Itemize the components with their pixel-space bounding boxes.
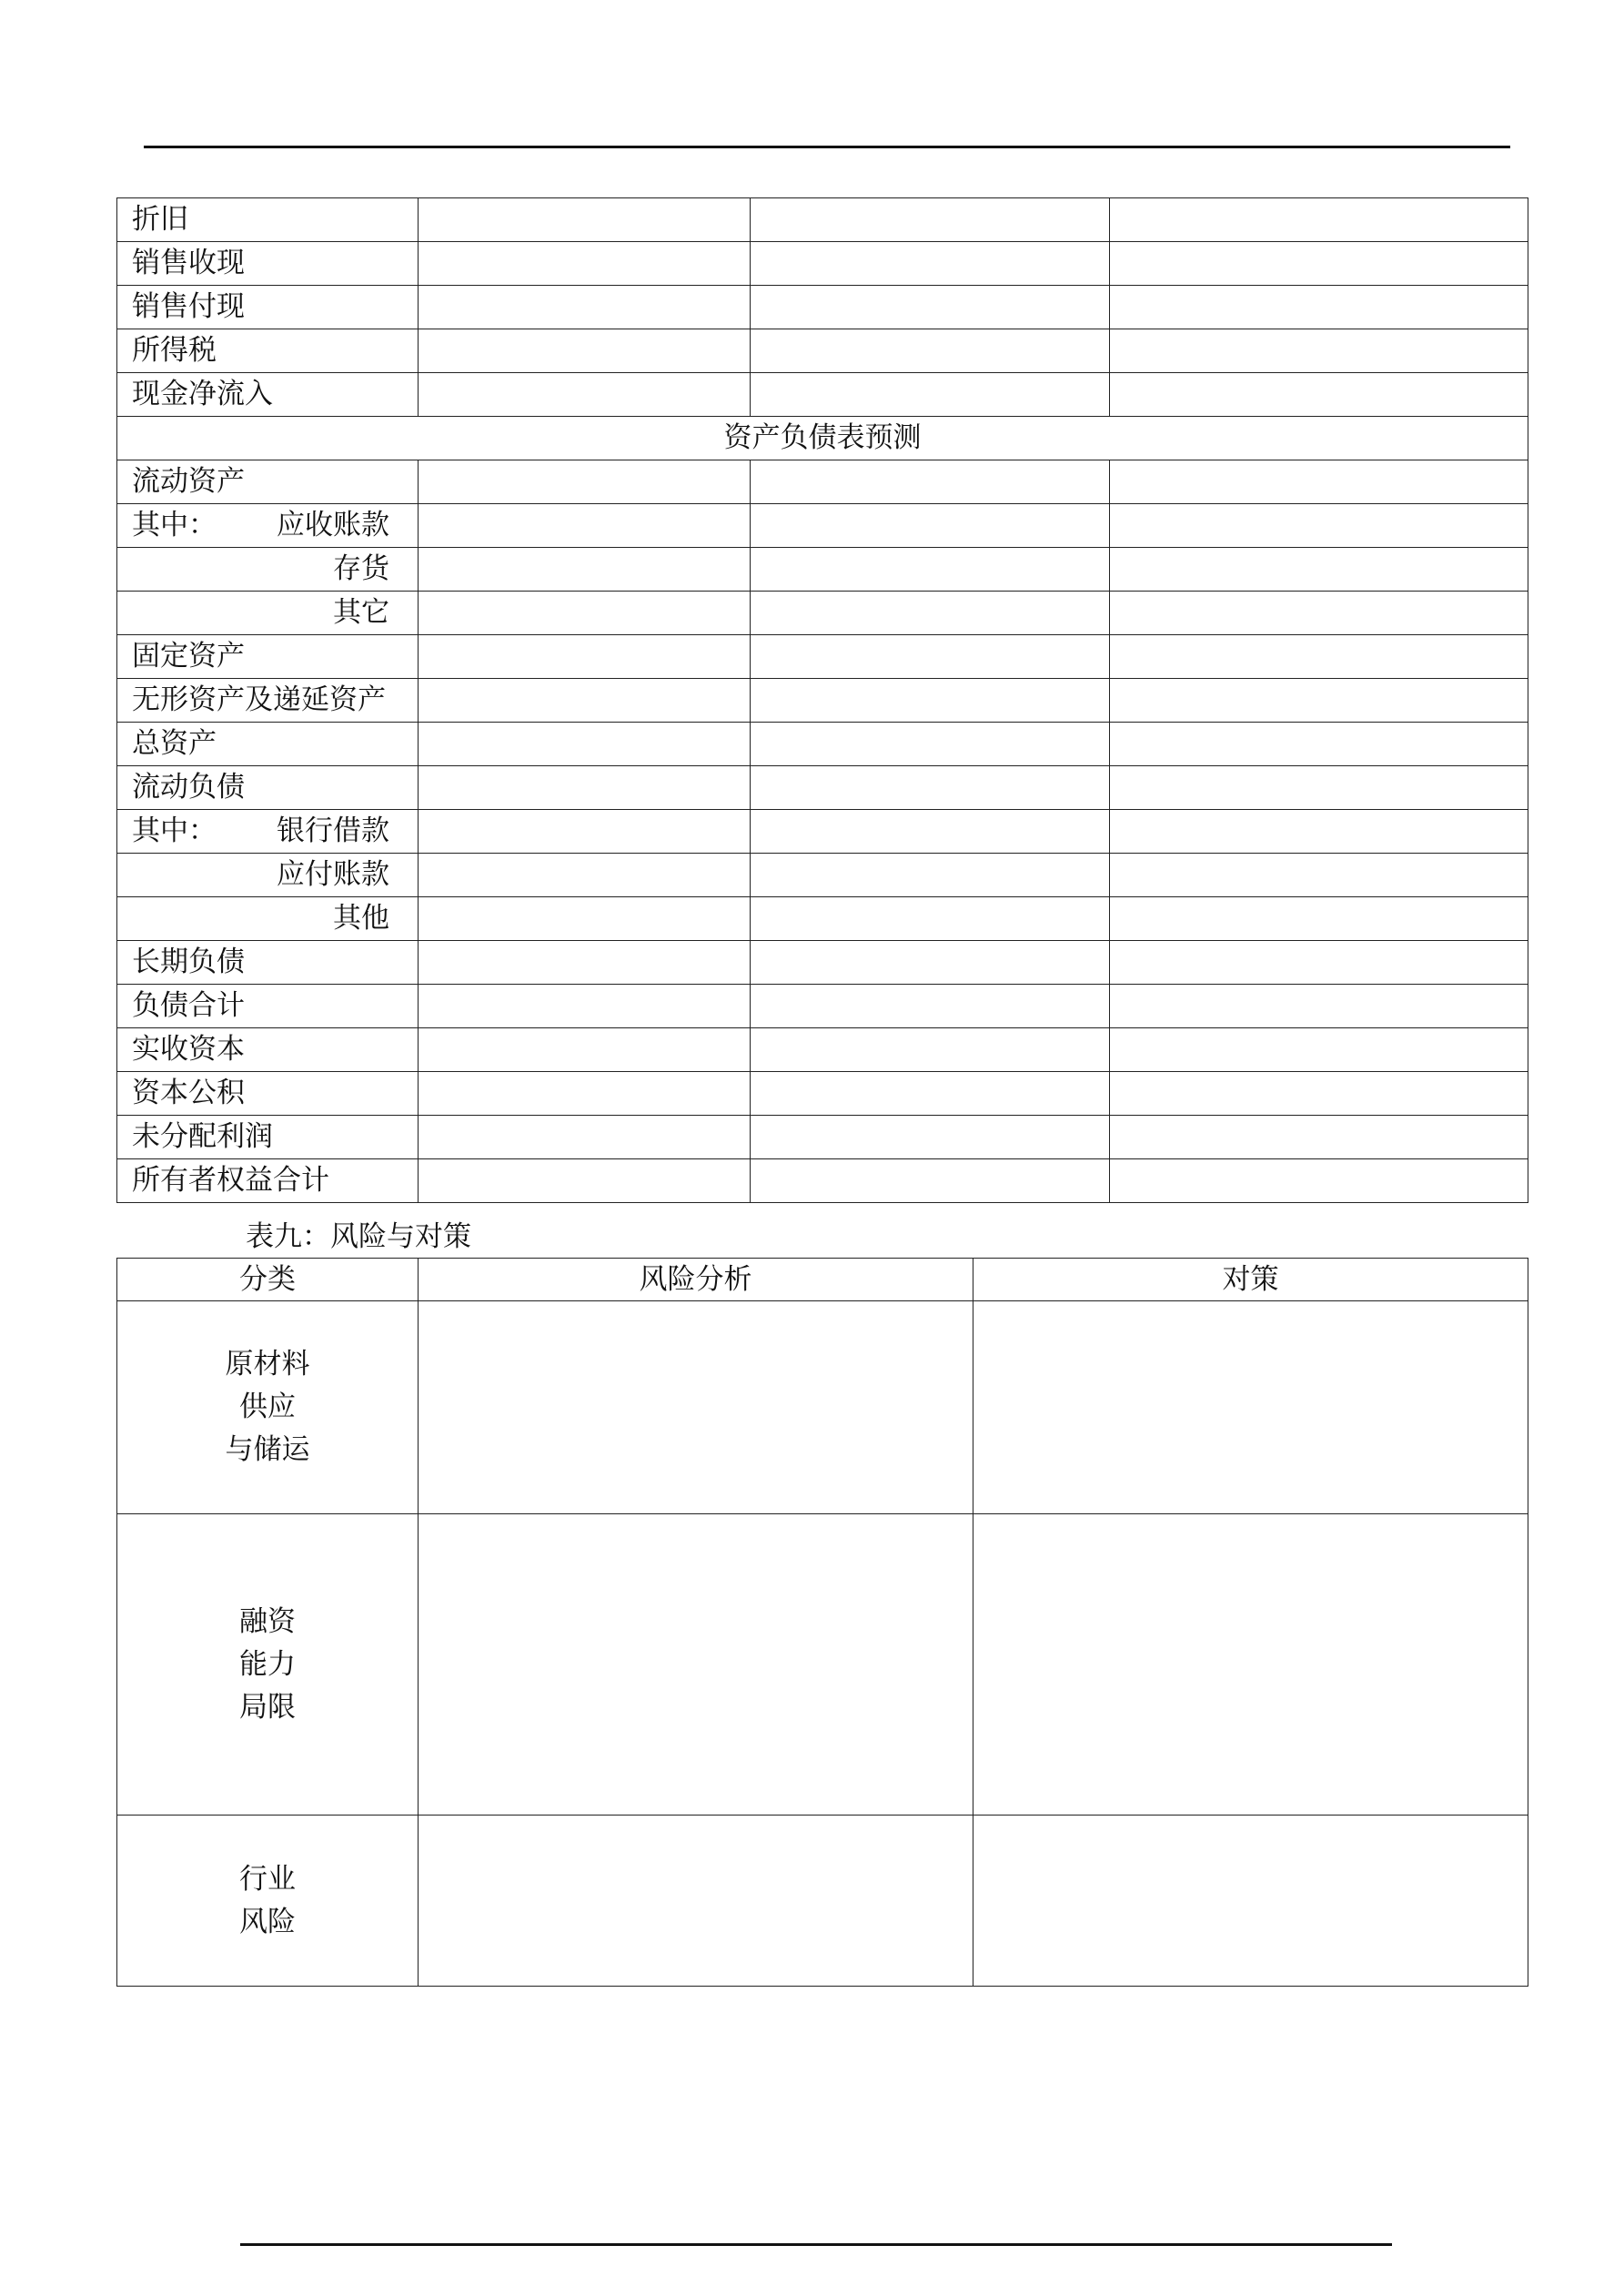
value-cell (419, 329, 751, 373)
row-label: 其它 (117, 592, 419, 635)
risk-countermeasure-table (116, 1258, 1528, 1987)
table-row (117, 198, 1528, 242)
value-cell (419, 198, 751, 242)
table-row (117, 592, 1528, 635)
row-label (117, 810, 419, 854)
table-row (117, 897, 1528, 941)
category-cell (117, 1816, 419, 1987)
table-row (117, 766, 1528, 810)
row-label: 所得税 (117, 329, 419, 373)
value-cell (751, 810, 1110, 854)
value-cell (751, 286, 1110, 329)
category-line: 原材料 (225, 1348, 310, 1381)
value-cell (419, 1159, 751, 1203)
table-row (117, 286, 1528, 329)
risk-table-caption: 表九：风险与对策 (246, 1220, 471, 1253)
row-label: 长期负债 (117, 941, 419, 985)
row-label (117, 504, 419, 548)
value-cell (751, 329, 1110, 373)
table-row (117, 1116, 1528, 1159)
value-cell (419, 1072, 751, 1116)
value-cell (419, 810, 751, 854)
table-row (117, 635, 1528, 679)
analysis-cell (419, 1301, 973, 1514)
table-row (117, 373, 1528, 417)
category-line: 风险 (239, 1905, 296, 1938)
value-cell (751, 1072, 1110, 1116)
value-cell (751, 679, 1110, 723)
value-cell (1110, 635, 1528, 679)
countermeasure-cell (973, 1816, 1528, 1987)
table-row (117, 329, 1528, 373)
value-cell (419, 679, 751, 723)
row-sublabel: 银行借款 (277, 814, 389, 847)
value-cell (419, 592, 751, 635)
value-cell (1110, 897, 1528, 941)
category-line: 与储运 (225, 1433, 310, 1466)
value-cell (1110, 286, 1528, 329)
row-sublabel: 应收账款 (277, 509, 389, 541)
row-label: 实收资本 (117, 1028, 419, 1072)
value-cell (751, 985, 1110, 1028)
table-row (117, 941, 1528, 985)
category-line: 供应 (239, 1391, 296, 1423)
row-label: 未分配利润 (117, 1116, 419, 1159)
value-cell (1110, 1159, 1528, 1203)
table-row (117, 242, 1528, 286)
header-rule (144, 146, 1510, 148)
category-cell (117, 1514, 419, 1816)
value-cell (1110, 679, 1528, 723)
row-label: 总资产 (117, 723, 419, 766)
value-cell (419, 854, 751, 897)
value-cell (751, 766, 1110, 810)
header-analysis: 风险分析 (419, 1259, 973, 1301)
analysis-cell (419, 1514, 973, 1816)
value-cell (1110, 985, 1528, 1028)
value-cell (1110, 810, 1528, 854)
table-row (117, 548, 1528, 592)
row-label: 折旧 (117, 198, 419, 242)
value-cell (1110, 941, 1528, 985)
value-cell (419, 897, 751, 941)
value-cell (751, 548, 1110, 592)
value-cell (1110, 854, 1528, 897)
value-cell (751, 592, 1110, 635)
table-row (117, 854, 1528, 897)
value-cell (419, 1116, 751, 1159)
value-cell (1110, 460, 1528, 504)
value-cell (751, 941, 1110, 985)
row-label: 其他 (117, 897, 419, 941)
countermeasure-cell (973, 1301, 1528, 1514)
row-prefix: 其中： (132, 509, 217, 541)
row-label: 流动负债 (117, 766, 419, 810)
value-cell (751, 504, 1110, 548)
value-cell (751, 854, 1110, 897)
value-cell (751, 897, 1110, 941)
value-cell (1110, 1116, 1528, 1159)
value-cell (751, 1159, 1110, 1203)
value-cell (751, 635, 1110, 679)
value-cell (419, 373, 751, 417)
value-cell (419, 941, 751, 985)
table-row (117, 679, 1528, 723)
value-cell (419, 723, 751, 766)
category-line: 融资 (239, 1604, 296, 1638)
value-cell (751, 242, 1110, 286)
value-cell (751, 723, 1110, 766)
value-cell (419, 635, 751, 679)
value-cell (1110, 373, 1528, 417)
value-cell (1110, 548, 1528, 592)
value-cell (419, 286, 751, 329)
row-label: 资本公积 (117, 1072, 419, 1116)
table-row (117, 504, 1528, 548)
finance-forecast-table (116, 197, 1528, 1203)
row-label: 存货 (117, 548, 419, 592)
table-row (117, 1159, 1528, 1203)
balance-sheet-title: 资产负债表预测 (117, 417, 1528, 460)
value-cell (1110, 1072, 1528, 1116)
row-label: 固定资产 (117, 635, 419, 679)
table-row (117, 1514, 1528, 1816)
value-cell (419, 242, 751, 286)
value-cell (751, 1028, 1110, 1072)
value-cell (1110, 766, 1528, 810)
value-cell (751, 373, 1110, 417)
value-cell (1110, 198, 1528, 242)
table-row (117, 1072, 1528, 1116)
value-cell (1110, 723, 1528, 766)
table-row (117, 1301, 1528, 1514)
row-label: 销售付现 (117, 286, 419, 329)
row-label: 无形资产及递延资产 (117, 679, 419, 723)
value-cell (419, 985, 751, 1028)
value-cell (1110, 329, 1528, 373)
row-label: 现金净流入 (117, 373, 419, 417)
section-row (117, 417, 1528, 460)
header-category: 分类 (117, 1259, 419, 1301)
row-label: 所有者权益合计 (117, 1159, 419, 1203)
analysis-cell (419, 1816, 973, 1987)
header-row (117, 1259, 1528, 1301)
table-row (117, 1816, 1528, 1987)
category-line: 局限 (239, 1690, 296, 1724)
value-cell (419, 460, 751, 504)
table-row (117, 723, 1528, 766)
value-cell (751, 1116, 1110, 1159)
category-line: 行业 (239, 1862, 296, 1896)
row-label: 销售收现 (117, 242, 419, 286)
row-label: 流动资产 (117, 460, 419, 504)
row-prefix: 其中： (132, 814, 217, 847)
row-label: 应付账款 (117, 854, 419, 897)
value-cell (751, 198, 1110, 242)
table-row (117, 460, 1528, 504)
value-cell (1110, 1028, 1528, 1072)
table-row (117, 985, 1528, 1028)
value-cell (1110, 242, 1528, 286)
table-row (117, 1028, 1528, 1072)
value-cell (419, 766, 751, 810)
category-cell (117, 1301, 419, 1514)
row-label: 负债合计 (117, 985, 419, 1028)
footer-rule (240, 2243, 1392, 2246)
value-cell (419, 1028, 751, 1072)
category-line: 能力 (239, 1647, 296, 1681)
value-cell (751, 460, 1110, 504)
value-cell (1110, 592, 1528, 635)
value-cell (1110, 504, 1528, 548)
countermeasure-cell (973, 1514, 1528, 1816)
header-countermeasure: 对策 (973, 1259, 1528, 1301)
value-cell (419, 548, 751, 592)
table-row (117, 810, 1528, 854)
value-cell (419, 504, 751, 548)
